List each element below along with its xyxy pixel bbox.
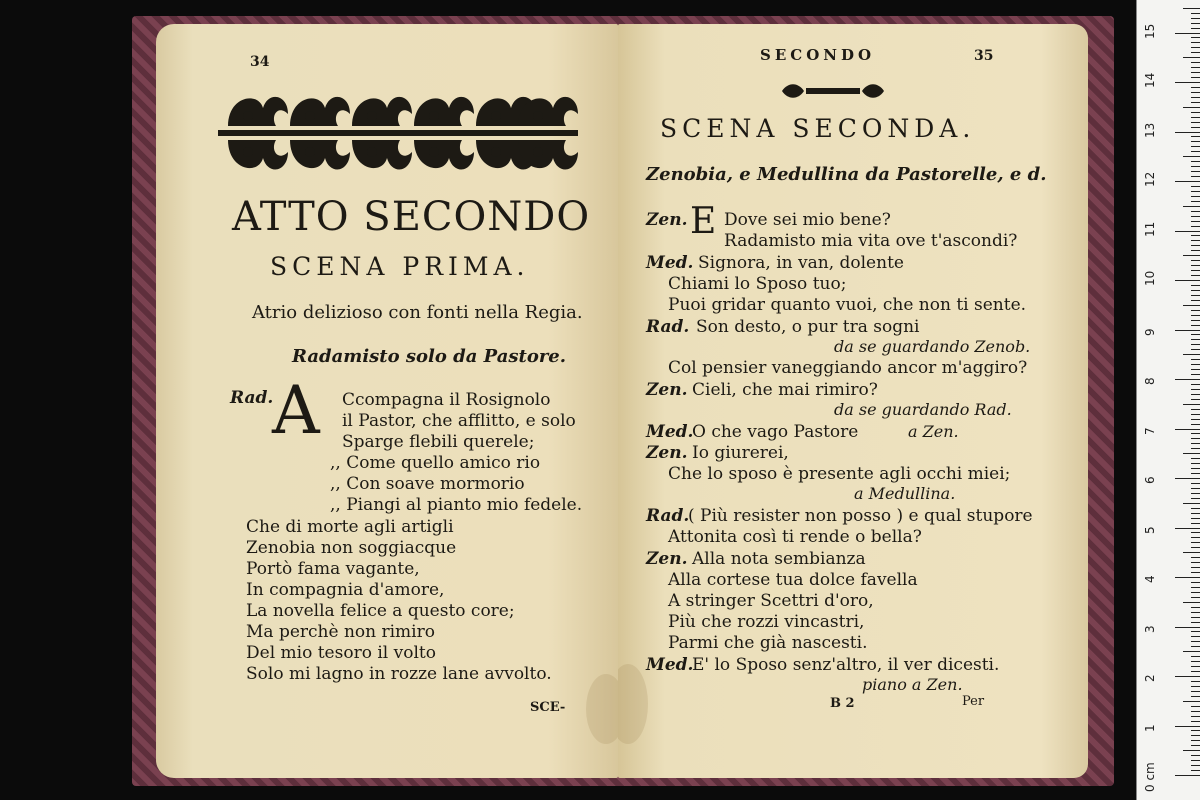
ruler-tick (1191, 364, 1200, 365)
stage-direction: da se guardando Rad. (834, 400, 1012, 419)
ruler-tick (1191, 384, 1200, 385)
ruler-tick (1191, 117, 1200, 118)
verse-line: Che di morte agli artigli (246, 517, 454, 537)
ruler-tick (1191, 592, 1200, 593)
ruler-tick (1191, 661, 1200, 662)
left-page (156, 24, 618, 778)
ruler-number: 4 (1143, 575, 1157, 583)
ruler-tick (1191, 483, 1200, 484)
ruler-tick (1191, 77, 1200, 78)
ruler-tick (1191, 691, 1200, 692)
ruler-tick (1183, 206, 1200, 207)
ruler-tick (1191, 87, 1200, 88)
ruler-unit-label: 0 cm (1143, 762, 1157, 792)
ruler-number: 2 (1143, 674, 1157, 682)
dialogue-line: E' lo Sposo senz'altro, il ver dicesti. (692, 655, 1000, 675)
ruler-tick (1191, 141, 1200, 142)
dialogue-line: Puoi gridar quanto vuoi, che non ti sente. (668, 295, 1027, 315)
ruler-tick (1191, 740, 1200, 741)
ruler-tick (1191, 97, 1200, 98)
ruler-tick (1191, 537, 1200, 538)
speaker-label: Zen. (646, 549, 688, 569)
setting-description: Atrio delizioso con fonti nella Regia. (252, 302, 583, 323)
verse-line: Solo mi lagno in rozze lane avvolto. (246, 664, 552, 684)
ruler-tick (1191, 285, 1200, 286)
ruler-tick (1191, 636, 1200, 637)
dialogue-line: A stringer Scettri d'oro, (668, 591, 874, 611)
verse-line: Ccompagna il Rosignolo (342, 390, 551, 410)
page-number-right: 35 (974, 48, 994, 64)
ruler-tick (1191, 666, 1200, 667)
ruler-tick (1191, 399, 1200, 400)
ruler-number: 13 (1143, 122, 1157, 138)
character-note: Radamisto solo da Pastore. (292, 346, 567, 367)
ruler-tick (1191, 176, 1200, 177)
ruler-number: 7 (1143, 426, 1157, 435)
ruler-tick (1191, 37, 1200, 38)
dialogue-line: Attonita così ti rende o bella? (668, 527, 922, 547)
ruler-tick (1191, 28, 1200, 29)
ruler-tick (1191, 706, 1200, 707)
ruler-tick (1191, 211, 1200, 212)
ruler-tick (1175, 379, 1200, 380)
ruler-tick (1191, 409, 1200, 410)
ruler-tick (1191, 102, 1200, 103)
ruler-tick (1191, 136, 1200, 137)
speaker-label: Med. (646, 655, 694, 675)
ruler-tick (1175, 627, 1200, 628)
ruler-tick (1191, 191, 1200, 192)
ruler-tick (1191, 735, 1200, 736)
ruler-tick (1191, 711, 1200, 712)
ruler-tick (1183, 602, 1200, 603)
dialogue-line: Son desto, o pur tra sogni (696, 317, 920, 337)
ruler-tick (1191, 438, 1200, 439)
ruler-tick (1191, 646, 1200, 647)
characters-line: Zenobia, e Medullina da Pastorelle, e d. (646, 164, 1047, 185)
ruler-tick (1191, 235, 1200, 236)
ruler-tick (1191, 127, 1200, 128)
ruler-tick (1191, 631, 1200, 632)
ruler-tick (1191, 196, 1200, 197)
ruler-number: 14 (1143, 72, 1157, 88)
stage-direction: a Zen. (908, 422, 959, 441)
right-page (618, 24, 1088, 778)
ruler-tick (1191, 433, 1200, 434)
decorative-headpiece (218, 86, 578, 184)
ruler-number: 6 (1143, 476, 1157, 484)
ruler-tick (1191, 696, 1200, 697)
ruler-tick (1191, 424, 1200, 425)
ruler-number: 12 (1143, 171, 1157, 187)
ruler-tick (1191, 122, 1200, 123)
scene-title-left: SCENA PRIMA. (270, 252, 530, 281)
ruler-tick (1191, 23, 1200, 24)
ruler-tick (1191, 760, 1200, 761)
ruler-tick (1191, 221, 1200, 222)
dialogue-line: Chiami lo Sposo tuo; (668, 274, 847, 294)
speaker-label: Zen. (646, 380, 688, 400)
verse-line: Ma perchè non rimiro (246, 622, 435, 642)
ruler-number: 11 (1143, 221, 1157, 237)
ruler-tick (1191, 226, 1200, 227)
ruler-tick (1191, 419, 1200, 420)
ruler-tick (1191, 443, 1200, 444)
ruler-tick (1191, 755, 1200, 756)
ruler-tick (1191, 250, 1200, 251)
ruler-tick (1191, 488, 1200, 489)
ruler-tick (1191, 320, 1200, 321)
dialogue-line: Più che rozzi vincastri, (668, 612, 865, 632)
ruler-tick (1191, 315, 1200, 316)
ruler-tick (1191, 52, 1200, 53)
ruler-tick (1175, 82, 1200, 83)
ruler-tick (1191, 532, 1200, 533)
ruler-tick (1183, 503, 1200, 504)
ruler-tick (1191, 67, 1200, 68)
ruler-tick (1191, 557, 1200, 558)
ruler-tick (1191, 325, 1200, 326)
dialogue-line: Parmi che già nascesti. (668, 633, 868, 653)
ruler-tick (1191, 716, 1200, 717)
ruler-tick (1183, 107, 1200, 108)
ruler-tick (1191, 394, 1200, 395)
ruler-tick (1183, 57, 1200, 58)
ruler-tick (1183, 305, 1200, 306)
speaker-label: Med. (646, 422, 694, 442)
ruler-tick (1191, 607, 1200, 608)
ruler-tick (1183, 651, 1200, 652)
ruler-tick (1191, 216, 1200, 217)
ruler-tick (1191, 265, 1200, 266)
dialogue-line: Alla cortese tua dolce favella (668, 570, 918, 590)
dialogue-line: Col pensier vaneggiando ancor m'aggiro? (668, 358, 1028, 378)
speaker-label: Rad. (646, 506, 690, 526)
dialogue-line: Radamisto mia vita ove t'ascondi? (724, 231, 1018, 251)
dialogue-line: Dove sei mio bene? (724, 210, 891, 230)
ruler-tick (1191, 186, 1200, 187)
ruler-tick (1191, 641, 1200, 642)
verse-line: il Pastor, che afflitto, e solo (342, 411, 576, 431)
speaker-label: Med. (646, 253, 694, 273)
ruler-tick (1191, 468, 1200, 469)
ruler-tick (1175, 330, 1200, 331)
ruler-number: 10 (1143, 270, 1157, 286)
ruler-tick (1191, 582, 1200, 583)
ruler-tick (1175, 429, 1200, 430)
ruler-tick (1183, 701, 1200, 702)
ruler-tick (1175, 726, 1200, 727)
ruler-tick (1191, 42, 1200, 43)
ruler-tick (1175, 231, 1200, 232)
ruler-tick (1175, 676, 1200, 677)
running-head: SECONDO (760, 46, 876, 64)
decorative-rule (778, 82, 888, 100)
speaker-label: Rad. (646, 317, 690, 337)
ruler-tick (1191, 597, 1200, 598)
ruler-tick (1191, 498, 1200, 499)
ruler-tick (1191, 245, 1200, 246)
ruler-tick (1191, 473, 1200, 474)
measurement-ruler (1136, 0, 1200, 800)
ruler-tick (1191, 567, 1200, 568)
verse-line: Portò fama vagante, (246, 559, 420, 579)
act-title: ATTO SECONDO (232, 194, 591, 240)
dialogue-line: Alla nota sembianza (692, 549, 866, 569)
ruler-tick (1191, 260, 1200, 261)
ruler-number: 1 (1143, 723, 1157, 732)
ruler-tick (1191, 612, 1200, 613)
verse-line: Del mio tesoro il volto (246, 643, 436, 663)
signature-mark: B 2 (830, 696, 855, 711)
speaker-label: Zen. (646, 210, 688, 230)
ruler-tick (1175, 577, 1200, 578)
ruler-tick (1191, 686, 1200, 687)
ruler-tick (1183, 156, 1200, 157)
ruler-tick (1191, 414, 1200, 415)
ruler-tick (1191, 547, 1200, 548)
ruler-tick (1191, 334, 1200, 335)
ruler-tick (1191, 523, 1200, 524)
ruler-tick (1191, 201, 1200, 202)
ruler-tick (1191, 493, 1200, 494)
ruler-tick (1191, 458, 1200, 459)
speaker-label: Rad. (230, 388, 274, 408)
ruler-number: 3 (1143, 624, 1157, 633)
ruler-tick (1191, 765, 1200, 766)
stage-direction: a Medullina. (854, 484, 956, 503)
ruler-tick (1191, 374, 1200, 375)
ruler-tick (1183, 255, 1200, 256)
speaker-label: Zen. (646, 443, 688, 463)
ruler-tick (1191, 344, 1200, 345)
catchword-left: SCE- (530, 700, 566, 715)
ruler-tick (1191, 622, 1200, 623)
ruler-tick (1191, 146, 1200, 147)
ruler-number: 8 (1143, 377, 1157, 385)
ruler-tick (1191, 270, 1200, 271)
ruler-tick (1191, 92, 1200, 93)
ruler-tick (1191, 745, 1200, 746)
ruler-tick (1191, 290, 1200, 291)
dialogue-line: Signora, in van, dolente (698, 253, 904, 273)
ruler-tick (1191, 171, 1200, 172)
ruler-tick (1183, 453, 1200, 454)
ruler-tick (1191, 617, 1200, 618)
verse-line: Sparge flebili querele; (342, 432, 535, 452)
dialogue-line: Che lo sposo è presente agli occhi miei; (668, 464, 1011, 484)
ruler-tick (1191, 542, 1200, 543)
ruler-tick (1191, 161, 1200, 162)
page-number-left: 34 (250, 54, 270, 70)
ruler-number: 9 (1143, 327, 1157, 336)
stage-direction: da se guardando Zenob. (834, 337, 1031, 356)
catchword-right: Per (962, 694, 985, 709)
ruler-tick (1191, 770, 1200, 771)
dialogue-line: Cieli, che mai rimiro? (692, 380, 878, 400)
ruler-tick (1191, 359, 1200, 360)
dialogue-line: ( Più resister non posso ) e qual stupore (688, 506, 1033, 526)
ruler-number: 15 (1143, 23, 1157, 39)
ruler-tick (1191, 730, 1200, 731)
ruler-number: 5 (1143, 525, 1157, 534)
ruler-tick (1191, 240, 1200, 241)
ruler-tick (1191, 656, 1200, 657)
paper-stain (586, 674, 618, 744)
ruler-tick (1191, 448, 1200, 449)
ruler-tick (1191, 349, 1200, 350)
ruler-tick (1191, 310, 1200, 311)
ruler-tick (1183, 750, 1200, 751)
ruler-tick (1191, 518, 1200, 519)
paper-stain (618, 664, 648, 744)
ruler-tick (1175, 280, 1200, 281)
scene-title-right: SCENA SECONDA. (660, 114, 976, 143)
ruler-tick (1175, 478, 1200, 479)
ruler-tick (1191, 62, 1200, 63)
ruler-tick (1191, 572, 1200, 573)
ruler-tick (1191, 339, 1200, 340)
ruler-tick (1183, 404, 1200, 405)
ruler-tick (1191, 112, 1200, 113)
ruler-tick (1191, 508, 1200, 509)
ruler-tick (1175, 775, 1200, 776)
ruler-tick (1191, 562, 1200, 563)
dialogue-line: O che vago Pastore (692, 422, 859, 442)
ruler-tick (1191, 513, 1200, 514)
drop-cap: E (690, 201, 717, 242)
ruler-tick (1191, 275, 1200, 276)
ruler-tick (1191, 13, 1200, 14)
ruler-tick (1175, 528, 1200, 529)
verse-line: Zenobia non soggiacque (246, 538, 457, 558)
ruler-tick (1175, 33, 1200, 34)
ruler-tick (1191, 295, 1200, 296)
ruler-tick (1191, 300, 1200, 301)
ruler-tick (1191, 681, 1200, 682)
ruler-tick (1191, 463, 1200, 464)
verse-line: In compagnia d'amore, (246, 580, 445, 600)
ruler-tick (1191, 72, 1200, 73)
verse-line: ,, Piangi al pianto mio fedele. (330, 495, 583, 515)
verse-line: La novella felice a questo core; (246, 601, 515, 621)
verse-line: ,, Come quello amico rio (330, 453, 541, 473)
ruler-tick (1183, 8, 1200, 9)
ruler-tick (1183, 552, 1200, 553)
stage-direction: piano a Zen. (862, 675, 963, 694)
ruler-tick (1191, 721, 1200, 722)
ruler-tick (1175, 181, 1200, 182)
ruler-tick (1191, 671, 1200, 672)
drop-cap: A (272, 372, 320, 449)
ruler-tick (1191, 18, 1200, 19)
ruler-tick (1191, 47, 1200, 48)
ruler-tick (1191, 151, 1200, 152)
ruler-tick (1191, 369, 1200, 370)
ruler-tick (1175, 132, 1200, 133)
book-binding (132, 16, 1114, 786)
ruler-tick (1183, 354, 1200, 355)
dialogue-line: Io giurerei, (692, 443, 789, 463)
ruler-tick (1191, 389, 1200, 390)
ruler-tick (1191, 166, 1200, 167)
verse-line: ,, Con soave mormorio (330, 474, 525, 494)
ruler-tick (1191, 587, 1200, 588)
